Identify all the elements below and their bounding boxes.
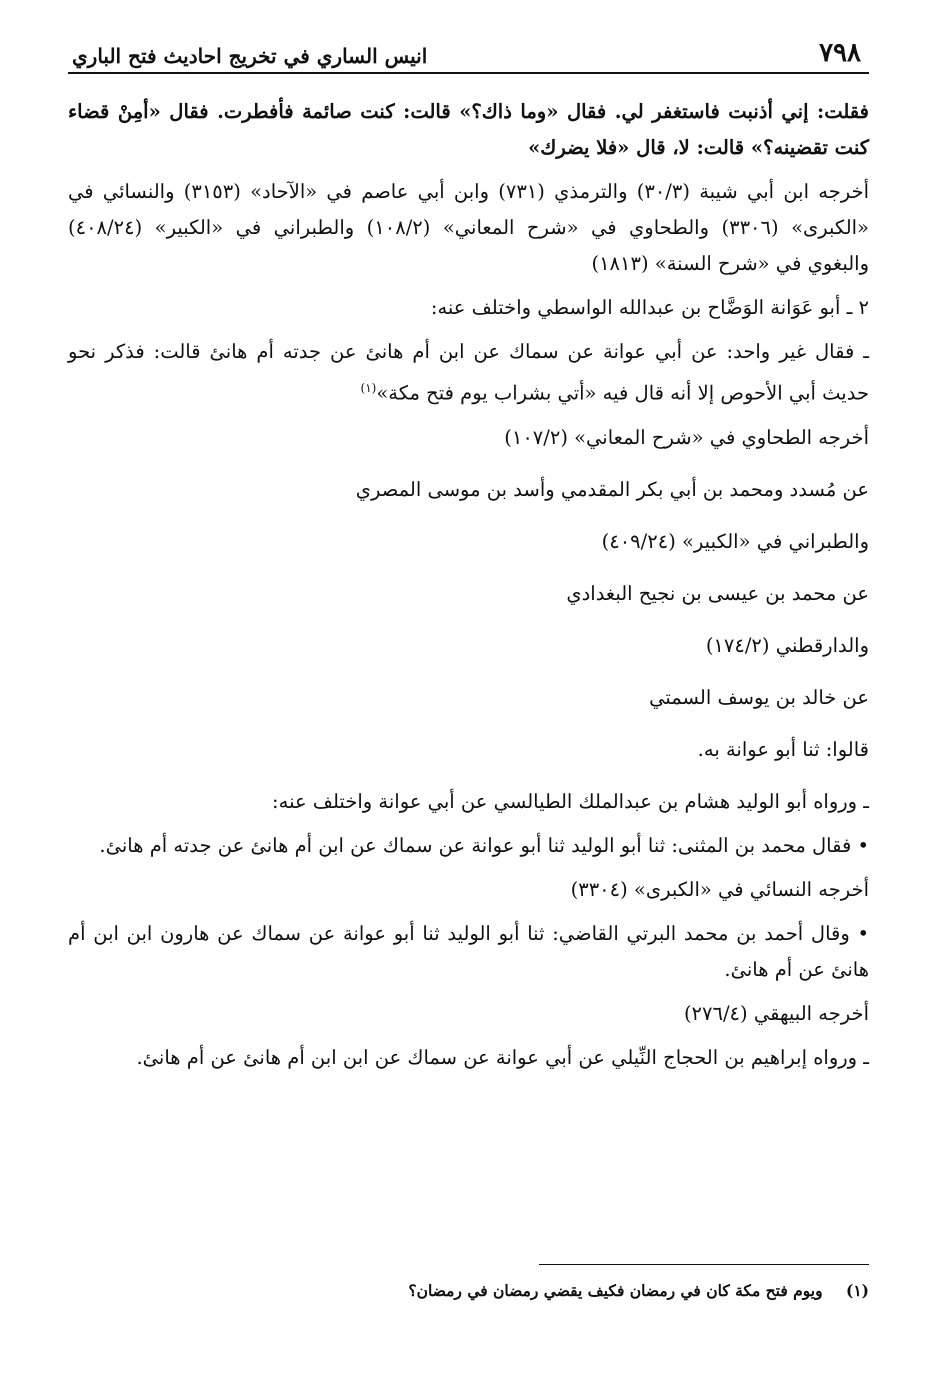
takhrij-paragraph: أخرجه ابن أبي شيبة (٣٠/٣) والترمذي (٧٣١) وابن أبي عاصم في «الآحاد» (٣١٥٣) والنسائي في «الكبرى» (٣٣٠٦) والطحاوي في «شرح المعاني» (١٠٨/٢) والطبراني في «الكبير» (٤٠٨/٢٤) والبغوي في «شرح السنة» (١٨١٣) xyxy=(68,180,869,275)
source-line: أخرجه البيهقي (٢٧٦/٤) xyxy=(683,1001,869,1025)
narrators-line: عن خالد بن يوسف السمتي xyxy=(649,685,869,709)
source-line: والطبراني في «الكبير» (٤٠٩/٢٤) xyxy=(601,529,869,553)
section-heading: ٢ ـ أبو عَوَانة الوَضَّاح بن عبدالله الواسطي واختلف عنه: xyxy=(430,296,869,319)
footnote-separator xyxy=(539,1264,869,1265)
summary-line: قالوا: ثنا أبو عوانة به. xyxy=(697,737,869,761)
footnote xyxy=(68,1278,869,1304)
footnote-reference: (١) xyxy=(360,381,377,395)
running-title: انيس الساري في تخريج احاديث فتح الباري xyxy=(72,44,428,68)
bullet-paragraph: • فقال محمد بن المثنى: ثنا أبو الوليد ثنا أبو عوانة عن سماك عن ابن أم هانئ عن جدته أم هانئ. xyxy=(99,833,869,857)
narration-paragraph: ـ ورواه إبراهيم بن الحجاج النِّيلي عن أبي عوانة عن سماك عن ابن ابن أم هانئ عن أم هانئ. xyxy=(136,1045,869,1069)
narration-text: ـ فقال غير واحد: عن أبي عوانة عن سماك عن ابن أم هانئ عن جدته أم هانئ قالت: فذكر نحو حديث أبي الأحوص إلا أنه قال فيه «أتي بشراب يوم فتح مكة» xyxy=(68,340,869,405)
bullet-paragraph: • وقال أحمد بن محمد البرتي القاضي: ثنا أبو الوليد ثنا أبو عوانة عن سماك عن هارون ابن ابن أم هانئ عن أم هانئ. xyxy=(68,921,869,981)
page-body xyxy=(68,94,869,1076)
page-number: ٧٩٨ xyxy=(819,38,861,68)
narrators-line: عن مُسدد ومحمد بن أبي بكر المقدمي وأسد بن موسى المصري xyxy=(355,477,869,501)
narration-paragraph xyxy=(68,334,869,412)
narration-paragraph: ـ ورواه أبو الوليد هشام بن عبدالملك الطيالسي عن أبي عوانة واختلف عنه: xyxy=(272,789,869,813)
footnote-number: (١) xyxy=(845,1281,869,1300)
source-line: والدارقطني (١٧٤/٢) xyxy=(705,633,869,657)
page-header xyxy=(68,36,869,74)
source-line: أخرجه الطحاوي في «شرح المعاني» (١٠٧/٢) xyxy=(504,425,869,449)
narrators-line: عن محمد بن عيسى بن نجيح البغدادي xyxy=(566,581,869,605)
footnote-text: ويوم فتح مكة كان في رمضان فكيف يقضي رمضان في رمضان؟ xyxy=(408,1281,823,1300)
source-line: أخرجه النسائي في «الكبرى» (٣٣٠٤) xyxy=(570,877,869,901)
hadith-text: فقلت: إني أذنبت فاستغفر لي. فقال «وما ذاك؟» قالت: كنت صائمة فأفطرت. فقال «أمِنْ قضاء كنت تقضينه؟» قالت: لا، قال «فلا يضرك» xyxy=(68,100,869,159)
